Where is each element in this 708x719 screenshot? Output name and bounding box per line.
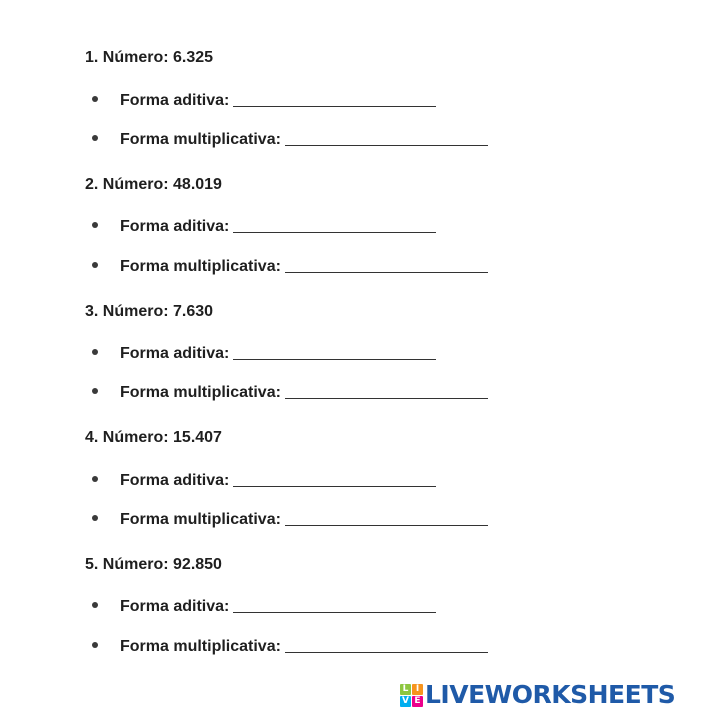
multiplicative-form-answer-blank[interactable] bbox=[285, 636, 488, 653]
additive-form-label: Forma aditiva: bbox=[120, 598, 230, 615]
additive-form-answer-blank[interactable] bbox=[233, 470, 436, 487]
multiplicative-form-label: Forma multiplicativa: bbox=[120, 638, 281, 655]
bullet-icon bbox=[92, 96, 98, 102]
multiplicative-form-row-1 bbox=[92, 127, 488, 150]
multiplicative-form-answer-blank[interactable] bbox=[285, 382, 488, 399]
bullet-icon bbox=[92, 222, 98, 228]
additive-form-row-2 bbox=[92, 214, 436, 237]
multiplicative-form-label: Forma multiplicativa: bbox=[120, 131, 281, 148]
liveworksheets-logo bbox=[400, 680, 675, 710]
logo-letter-i: I bbox=[412, 684, 423, 695]
additive-form-answer-blank[interactable] bbox=[233, 596, 436, 613]
bullet-icon bbox=[92, 602, 98, 608]
number-heading-5: 5. Número: 92.850 bbox=[85, 556, 222, 573]
logo-mark-icon bbox=[400, 684, 423, 707]
additive-form-answer-blank[interactable] bbox=[233, 216, 436, 233]
number-heading-3: 3. Número: 7.630 bbox=[85, 303, 214, 320]
bullet-icon bbox=[92, 135, 98, 141]
additive-form-row-4 bbox=[92, 468, 436, 491]
bullet-icon bbox=[92, 515, 98, 521]
logo-letter-l: L bbox=[400, 684, 411, 695]
number-heading-4: 4. Número: 15.407 bbox=[85, 429, 222, 446]
number-heading-2: 2. Número: 48.019 bbox=[85, 176, 222, 193]
additive-form-label: Forma aditiva: bbox=[120, 92, 230, 109]
logo-text: LIVEWORKSHEETS bbox=[425, 680, 676, 709]
additive-form-label: Forma aditiva: bbox=[120, 345, 230, 362]
multiplicative-form-label: Forma multiplicativa: bbox=[120, 384, 281, 401]
additive-form-label: Forma aditiva: bbox=[120, 472, 230, 489]
number-heading-1: 1. Número: 6.325 bbox=[85, 49, 214, 66]
additive-form-row-3 bbox=[92, 341, 436, 364]
logo-letter-v: V bbox=[400, 696, 411, 707]
bullet-icon bbox=[92, 262, 98, 268]
additive-form-answer-blank[interactable] bbox=[233, 90, 436, 107]
bullet-icon bbox=[92, 476, 98, 482]
multiplicative-form-label: Forma multiplicativa: bbox=[120, 511, 281, 528]
bullet-icon bbox=[92, 349, 98, 355]
additive-form-answer-blank[interactable] bbox=[233, 343, 436, 360]
multiplicative-form-row-2 bbox=[92, 254, 488, 277]
additive-form-row-5 bbox=[92, 594, 436, 617]
additive-form-label: Forma aditiva: bbox=[120, 218, 230, 235]
multiplicative-form-label: Forma multiplicativa: bbox=[120, 258, 281, 275]
bullet-icon bbox=[92, 388, 98, 394]
logo-letter-e: E bbox=[412, 696, 423, 707]
multiplicative-form-answer-blank[interactable] bbox=[285, 509, 488, 526]
multiplicative-form-row-4 bbox=[92, 507, 488, 530]
bullet-icon bbox=[92, 642, 98, 648]
multiplicative-form-row-3 bbox=[92, 380, 488, 403]
multiplicative-form-answer-blank[interactable] bbox=[285, 256, 488, 273]
additive-form-row-1 bbox=[92, 88, 436, 111]
multiplicative-form-row-5 bbox=[92, 634, 488, 657]
multiplicative-form-answer-blank[interactable] bbox=[285, 129, 488, 146]
